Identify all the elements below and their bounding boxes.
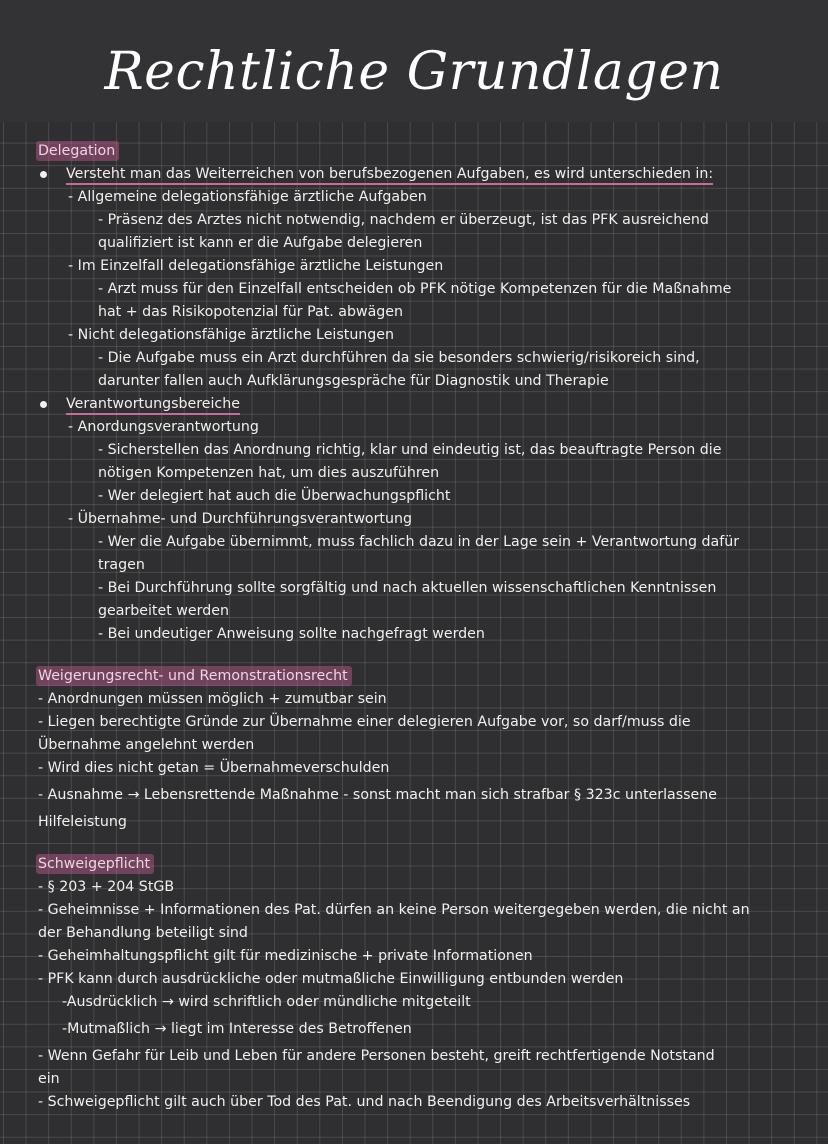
responsibilities-heading: Verantwortungsbereiche	[66, 396, 240, 415]
text-line: - Ausnahme → Lebensrettende Maßnahme - sonst macht man sich strafbar § 323c unterlassene	[38, 787, 717, 803]
text-line: - Geheimnisse + Informationen des Pat. dürfen an keine Person weitergegeben werden, die nicht an	[38, 902, 750, 918]
text-line: - § 203 + 204 StGB	[38, 879, 175, 895]
section-heading-weigerungsrecht: Weigerungsrecht- und Remonstrationsrecht	[36, 666, 352, 686]
text-line: Hilfeleistung	[38, 814, 127, 830]
responsibility-detail: nötigen Kompetenzen hat, um dies auszuführen	[98, 465, 440, 481]
section-delegation	[38, 140, 768, 646]
responsibility-detail: - Wer delegiert hat auch die Überwachungspflicht	[98, 488, 451, 504]
category-item: - Allgemeine delegationsfähige ärztliche Aufgaben	[68, 189, 427, 205]
responsibility-detail: - Wer die Aufgabe übernimmt, muss fachlich dazu in der Lage sein + Verantwortung dafür	[98, 534, 740, 550]
text-line: - Wird dies nicht getan = Übernahmeverschulden	[38, 760, 390, 776]
category-detail: - Arzt muss für den Einzelfall entscheiden ob PFK nötige Kompetenzen für die Maßnahme	[98, 281, 732, 297]
text-line: ein	[38, 1071, 60, 1087]
category-detail: - Die Aufgabe muss ein Arzt durchführen da sie besonders schwierig/risikoreich sind,	[98, 350, 700, 366]
text-line: - Schweigepflicht gilt auch über Tod des Pat. und nach Beendigung des Arbeitsverhältnisses	[38, 1094, 691, 1110]
responsibility-detail: gearbeitet werden	[98, 603, 229, 619]
category-detail: qualifiziert ist kann er die Aufgabe delegieren	[98, 235, 423, 251]
text-line: - Geheimhaltungspflicht gilt für medizinische + private Informationen	[38, 948, 533, 964]
category-detail: hat + das Risikopotenzial für Pat. abwägen	[98, 304, 404, 320]
responsibility-detail: tragen	[98, 557, 145, 573]
responsibility-item: - Anordungsverantwortung	[68, 419, 259, 435]
bullet-responsibilities	[38, 393, 768, 416]
responsibility-detail: - Bei Durchführung sollte sorgfältig und nach aktuellen wissenschaftlichen Kenntnissen	[98, 580, 717, 596]
section-schweigepflicht	[38, 853, 768, 1114]
responsibility-detail: - Sicherstellen das Anordnung richtig, klar und eindeutig ist, das beauftragte Person die	[98, 442, 722, 458]
responsibility-detail: - Bei undeutiger Anweisung sollte nachgefragt werden	[98, 626, 485, 642]
section-weigerungsrecht	[38, 665, 768, 834]
category-item: - Im Einzelfall delegationsfähige ärztliche Leistungen	[68, 258, 444, 274]
category-detail: darunter fallen auch Aufklärungsgespräche für Diagnostik und Therapie	[98, 373, 609, 389]
text-line: - Liegen berechtigte Gründe zur Übernahme einer delegieren Aufgabe vor, so darf/muss die	[38, 714, 691, 730]
text-line: der Behandlung beteiligt sind	[38, 925, 248, 941]
text-line: -Ausdrücklich → wird schriftlich oder mündliche mitgeteilt	[62, 994, 471, 1010]
intro-text: Versteht man das Weiterreichen von berufsbezogenen Aufgaben, es wird unterschieden in:	[66, 166, 713, 185]
section-heading-schweigepflicht: Schweigepflicht	[36, 854, 154, 874]
text-line: Übernahme angelehnt werden	[38, 737, 255, 753]
category-detail: - Präsenz des Arztes nicht notwendig, nachdem er überzeugt, ist das PFK ausreichend	[98, 212, 709, 228]
bullet-intro	[38, 163, 768, 186]
text-line: - Anordnungen müssen möglich + zumutbar sein	[38, 691, 387, 707]
notes-content	[38, 140, 768, 1114]
section-heading-delegation: Delegation	[36, 141, 119, 161]
text-line: - PFK kann durch ausdrückliche oder mutmaßliche Einwilligung entbunden werden	[38, 971, 624, 987]
responsibility-item: - Übernahme- und Durchführungsverantwortung	[68, 511, 412, 527]
text-line: -Mutmaßlich → liegt im Interesse des Betroffenen	[62, 1021, 412, 1037]
page-title: Rechtliche Grundlagen	[104, 42, 724, 102]
text-line: - Wenn Gefahr für Leib und Leben für andere Personen besteht, greift rechtfertigende Notstand	[38, 1048, 715, 1064]
category-item: - Nicht delegationsfähige ärztliche Leistungen	[68, 327, 395, 343]
